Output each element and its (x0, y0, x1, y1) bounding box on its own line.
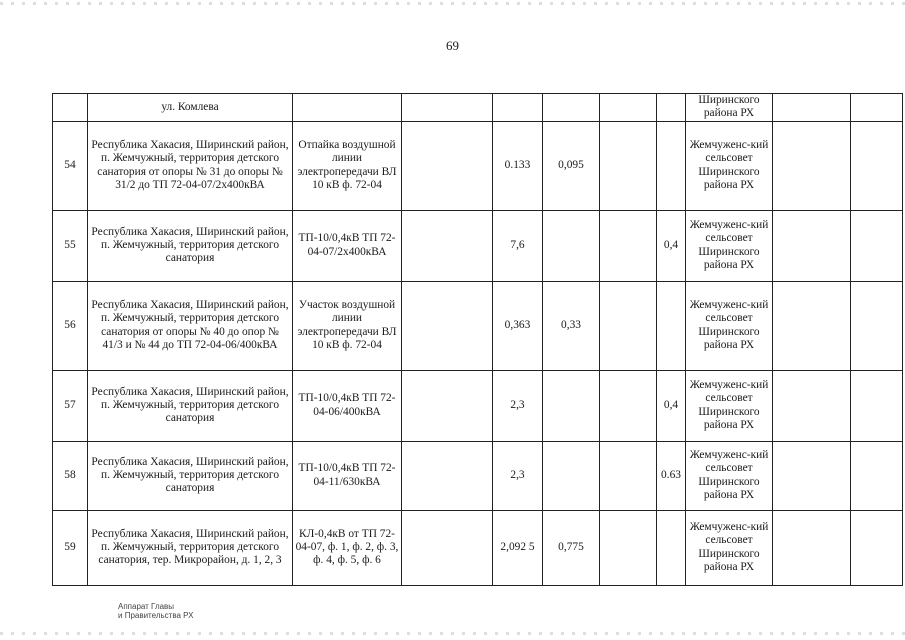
table-row (53, 121, 903, 210)
empty-cell (773, 370, 851, 441)
empty-cell (600, 510, 657, 585)
empty-cell (851, 121, 903, 210)
row-number: 56 (53, 281, 88, 370)
empty-cell (402, 121, 493, 210)
length-cell-2: 0,095 (543, 121, 600, 210)
object-cell: Участок воздушной линии электропередачи ВЛ 10 кВ ф. 72-04 (293, 281, 402, 370)
length-cell: 0.133 (493, 121, 543, 210)
empty-cell (402, 94, 493, 122)
empty-cell (402, 441, 493, 510)
object-cell: КЛ-0,4кВ от ТП 72-04-07, ф. 1, ф. 2, ф. 3, ф. 4, ф. 5, ф. 6 (293, 510, 402, 585)
empty-cell (851, 281, 903, 370)
owner-cell: Жемчуженс-кий сельсовет Ширинского района РХ (686, 510, 773, 585)
length-cell (493, 94, 543, 122)
scan-edge-bottom (0, 632, 905, 635)
row-number: 57 (53, 370, 88, 441)
row-number: 58 (53, 441, 88, 510)
owner-cell: Жемчуженс-кий сельсовет Ширинского района РХ (686, 370, 773, 441)
empty-cell (773, 510, 851, 585)
object-cell (293, 94, 402, 122)
empty-cell (600, 210, 657, 281)
scan-edge-top (0, 2, 905, 5)
empty-cell (851, 94, 903, 122)
length-cell-2 (543, 441, 600, 510)
address-cell: Республика Хакасия, Ширинский район, п. Жемчужный, территория детского санатория (88, 441, 293, 510)
empty-cell (851, 510, 903, 585)
length-cell: 2,3 (493, 441, 543, 510)
owner-cell: Жемчуженс-кий сельсовет Ширинского района РХ (686, 441, 773, 510)
empty-cell (600, 94, 657, 122)
empty-cell (773, 94, 851, 122)
address-cell: Республика Хакасия, Ширинский район, п. Жемчужный, территория детского санатория от опоры № 31 до опоры № 31/2 до ТП 72-04-07/2х400кВА (88, 121, 293, 210)
empty-cell (402, 210, 493, 281)
empty-cell (402, 281, 493, 370)
row-number: 55 (53, 210, 88, 281)
address-cell: ул. Комлева (88, 94, 293, 122)
row-number: 54 (53, 121, 88, 210)
empty-cell (773, 441, 851, 510)
length-cell-2: 0,33 (543, 281, 600, 370)
table-row (53, 441, 903, 510)
empty-cell (851, 441, 903, 510)
empty-cell (773, 281, 851, 370)
table-row (53, 94, 903, 122)
empty-cell (851, 370, 903, 441)
length-cell-2 (543, 370, 600, 441)
address-cell: Республика Хакасия, Ширинский район, п. Жемчужный, территория детского санатория (88, 370, 293, 441)
voltage-cell (657, 94, 686, 122)
table-row (53, 281, 903, 370)
voltage-cell: 0,4 (657, 370, 686, 441)
length-cell: 7,6 (493, 210, 543, 281)
object-cell: ТП-10/0,4кВ ТП 72-04-07/2х400кВА (293, 210, 402, 281)
row-number: 59 (53, 510, 88, 585)
length-cell: 2,092 5 (493, 510, 543, 585)
voltage-cell (657, 510, 686, 585)
page-number: 69 (446, 38, 459, 53)
length-cell: 2,3 (493, 370, 543, 441)
empty-cell (851, 210, 903, 281)
empty-cell (600, 281, 657, 370)
empty-cell (600, 370, 657, 441)
voltage-cell: 0,4 (657, 210, 686, 281)
voltage-cell (657, 121, 686, 210)
empty-cell (600, 121, 657, 210)
address-cell: Республика Хакасия, Ширинский район, п. Жемчужный, территория детского санатория от опоры № 40 до опор № 41/3 и № 44 до ТП 72-04-06/400кВА (88, 281, 293, 370)
empty-cell (600, 441, 657, 510)
object-cell: Отпайка воздушной линии электропередачи ВЛ 10 кВ ф. 72-04 (293, 121, 402, 210)
empty-cell (773, 210, 851, 281)
length-cell: 0,363 (493, 281, 543, 370)
object-cell: ТП-10/0,4кВ ТП 72-04-11/630кВА (293, 441, 402, 510)
owner-cell: Жемчуженс-кий сельсовет Ширинского района РХ (686, 121, 773, 210)
stamp-line-2: и Правительства РХ (118, 611, 194, 620)
voltage-cell (657, 281, 686, 370)
table-row (53, 510, 903, 585)
length-cell-2 (543, 210, 600, 281)
length-cell-2 (543, 94, 600, 122)
address-cell: Республика Хакасия, Ширинский район, п. Жемчужный, территория детского санатория (88, 210, 293, 281)
empty-cell (773, 121, 851, 210)
registry-table (52, 93, 903, 586)
voltage-cell: 0.63 (657, 441, 686, 510)
empty-cell (402, 370, 493, 441)
object-cell: ТП-10/0,4кВ ТП 72-04-06/400кВА (293, 370, 402, 441)
stamp-line-1: Аппарат Главы (118, 602, 175, 611)
owner-cell: Жемчуженс-кий сельсовет Ширинского района РХ (686, 281, 773, 370)
stamp-footer (118, 602, 193, 620)
length-cell-2: 0,775 (543, 510, 600, 585)
table-row (53, 370, 903, 441)
owner-cell: Жемчуженс-кий сельсовет Ширинского района РХ (686, 210, 773, 281)
row-number (53, 94, 88, 122)
address-cell: Республика Хакасия, Ширинский район, п. Жемчужный, территория детского санатория, тер. Микрорайон, д. 1, 2, 3 (88, 510, 293, 585)
empty-cell (402, 510, 493, 585)
owner-cell: Ширинского района РХ (686, 94, 773, 122)
table-row (53, 210, 903, 281)
